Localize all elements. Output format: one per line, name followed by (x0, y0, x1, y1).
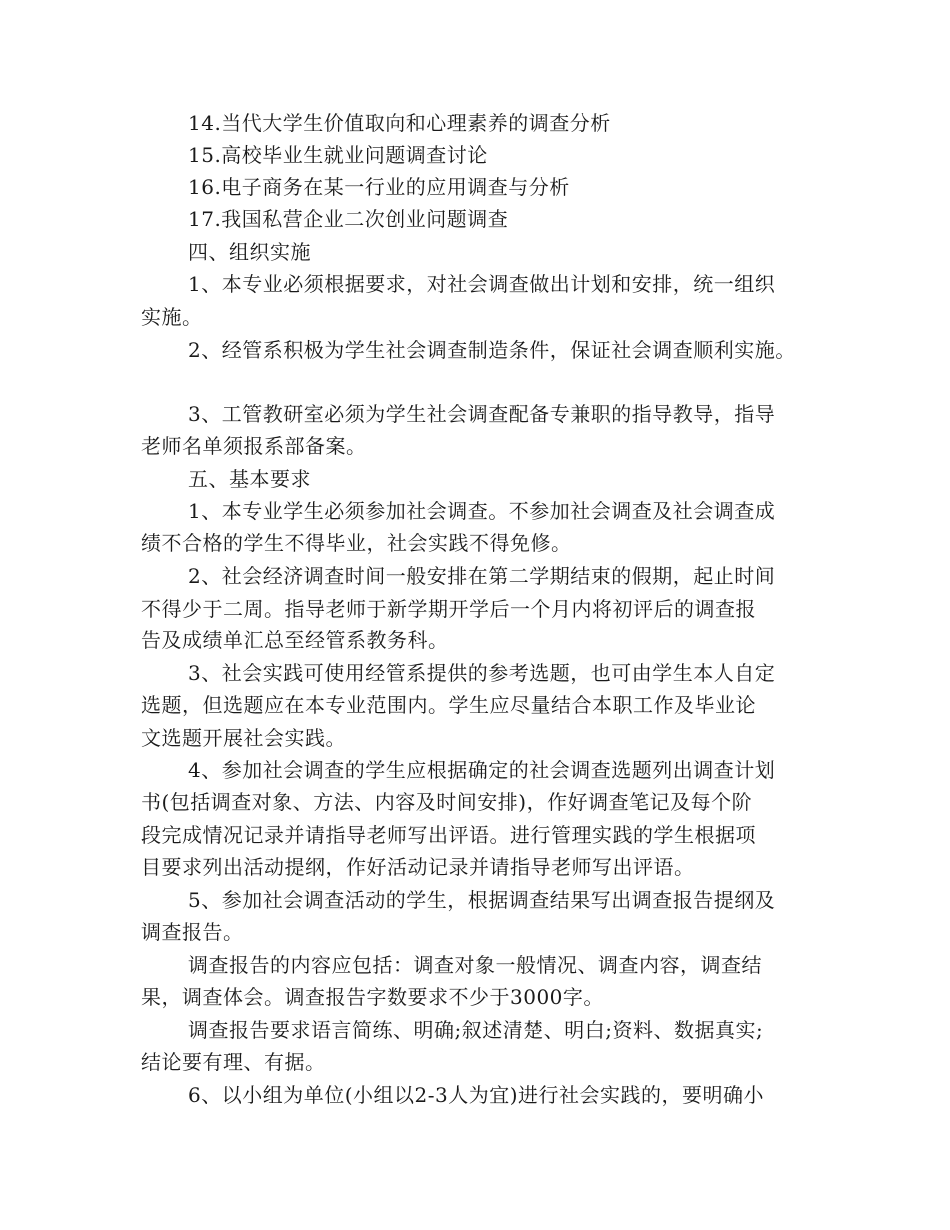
paragraph-line: 绩不合格的学生不得毕业，社会实践不得免修。 (141, 531, 572, 555)
paragraph-line: 4、参加社会调查的学生应根据确定的社会调查选题列出调查计划 (188, 758, 776, 782)
paragraph-line: 3、社会实践可使用经管系提供的参考选题，也可由学生本人自定 (188, 661, 776, 685)
paragraph-line: 3、工管教研室必须为学生社会调查配备专兼职的指导教导，指导 (188, 402, 776, 426)
paragraph-line: 老师名单须报系部备案。 (141, 434, 367, 458)
paragraph-line: 调查报告的内容应包括：调查对象一般情况、调查内容，调查结 (188, 953, 762, 977)
paragraph-line: 1、本专业学生必须参加社会调查。不参加社会调查及社会调查成 (188, 499, 776, 523)
topic-item-16: 16.电子商务在某一行业的应用调查与分析 (188, 175, 570, 199)
topic-item-15: 15.高校毕业生就业问题调查讨论 (188, 143, 488, 167)
paragraph-line: 选题，但选题应在本专业范围内。学生应尽量结合本职工作及毕业论 (141, 693, 756, 717)
paragraph-line: 不得少于二周。指导老师于新学期开学后一个月内将初评后的调查报 (141, 597, 756, 621)
topic-item-14: 14.当代大学生价值取向和心理素养的调查分析 (188, 111, 611, 135)
section-heading-requirements: 五、基本要求 (188, 467, 311, 491)
paragraph-line: 调查报告要求语言简练、明确;叙述清楚、明白;资料、数据真实; (188, 1018, 764, 1042)
paragraph-line: 段完成情况记录并请指导老师写出评语。进行管理实践的学生根据项 (141, 823, 756, 847)
paragraph-line: 文选题开展社会实践。 (141, 726, 346, 750)
paragraph-line: 告及成绩单汇总至经管系教务科。 (141, 628, 449, 652)
paragraph-line: 2、经管系积极为学生社会调查制造条件，保证社会调查顺利实施。 (188, 338, 796, 362)
paragraph-line: 5、参加社会调查活动的学生，根据调查结果写出调查报告提纲及 (188, 888, 776, 912)
paragraph-line: 书(包括调查对象、方法、内容及时间安排)，作好调查笔记及每个阶 (141, 790, 753, 814)
paragraph-line: 果，调查体会。调查报告字数要求不少于3000字。 (141, 985, 604, 1009)
topic-item-17: 17.我国私营企业二次创业问题调查 (188, 207, 509, 231)
paragraph-line: 1、本专业必须根据要求，对社会调查做出计划和安排，统一组织 (188, 272, 776, 296)
paragraph-line: 6、以小组为单位(小组以2-3人为宜)进行社会实践的，要明确小 (188, 1083, 765, 1107)
paragraph-line: 结论要有理、有据。 (141, 1050, 326, 1074)
paragraph-line: 调查报告。 (141, 920, 244, 944)
section-heading-organization: 四、组织实施 (188, 240, 311, 264)
paragraph-line: 目要求列出活动提纲，作好活动记录并请指导老师写出评语。 (141, 855, 695, 879)
paragraph-line: 2、社会经济调查时间一般安排在第二学期结束的假期，起止时间 (188, 564, 776, 588)
paragraph-line: 实施。 (141, 305, 203, 329)
